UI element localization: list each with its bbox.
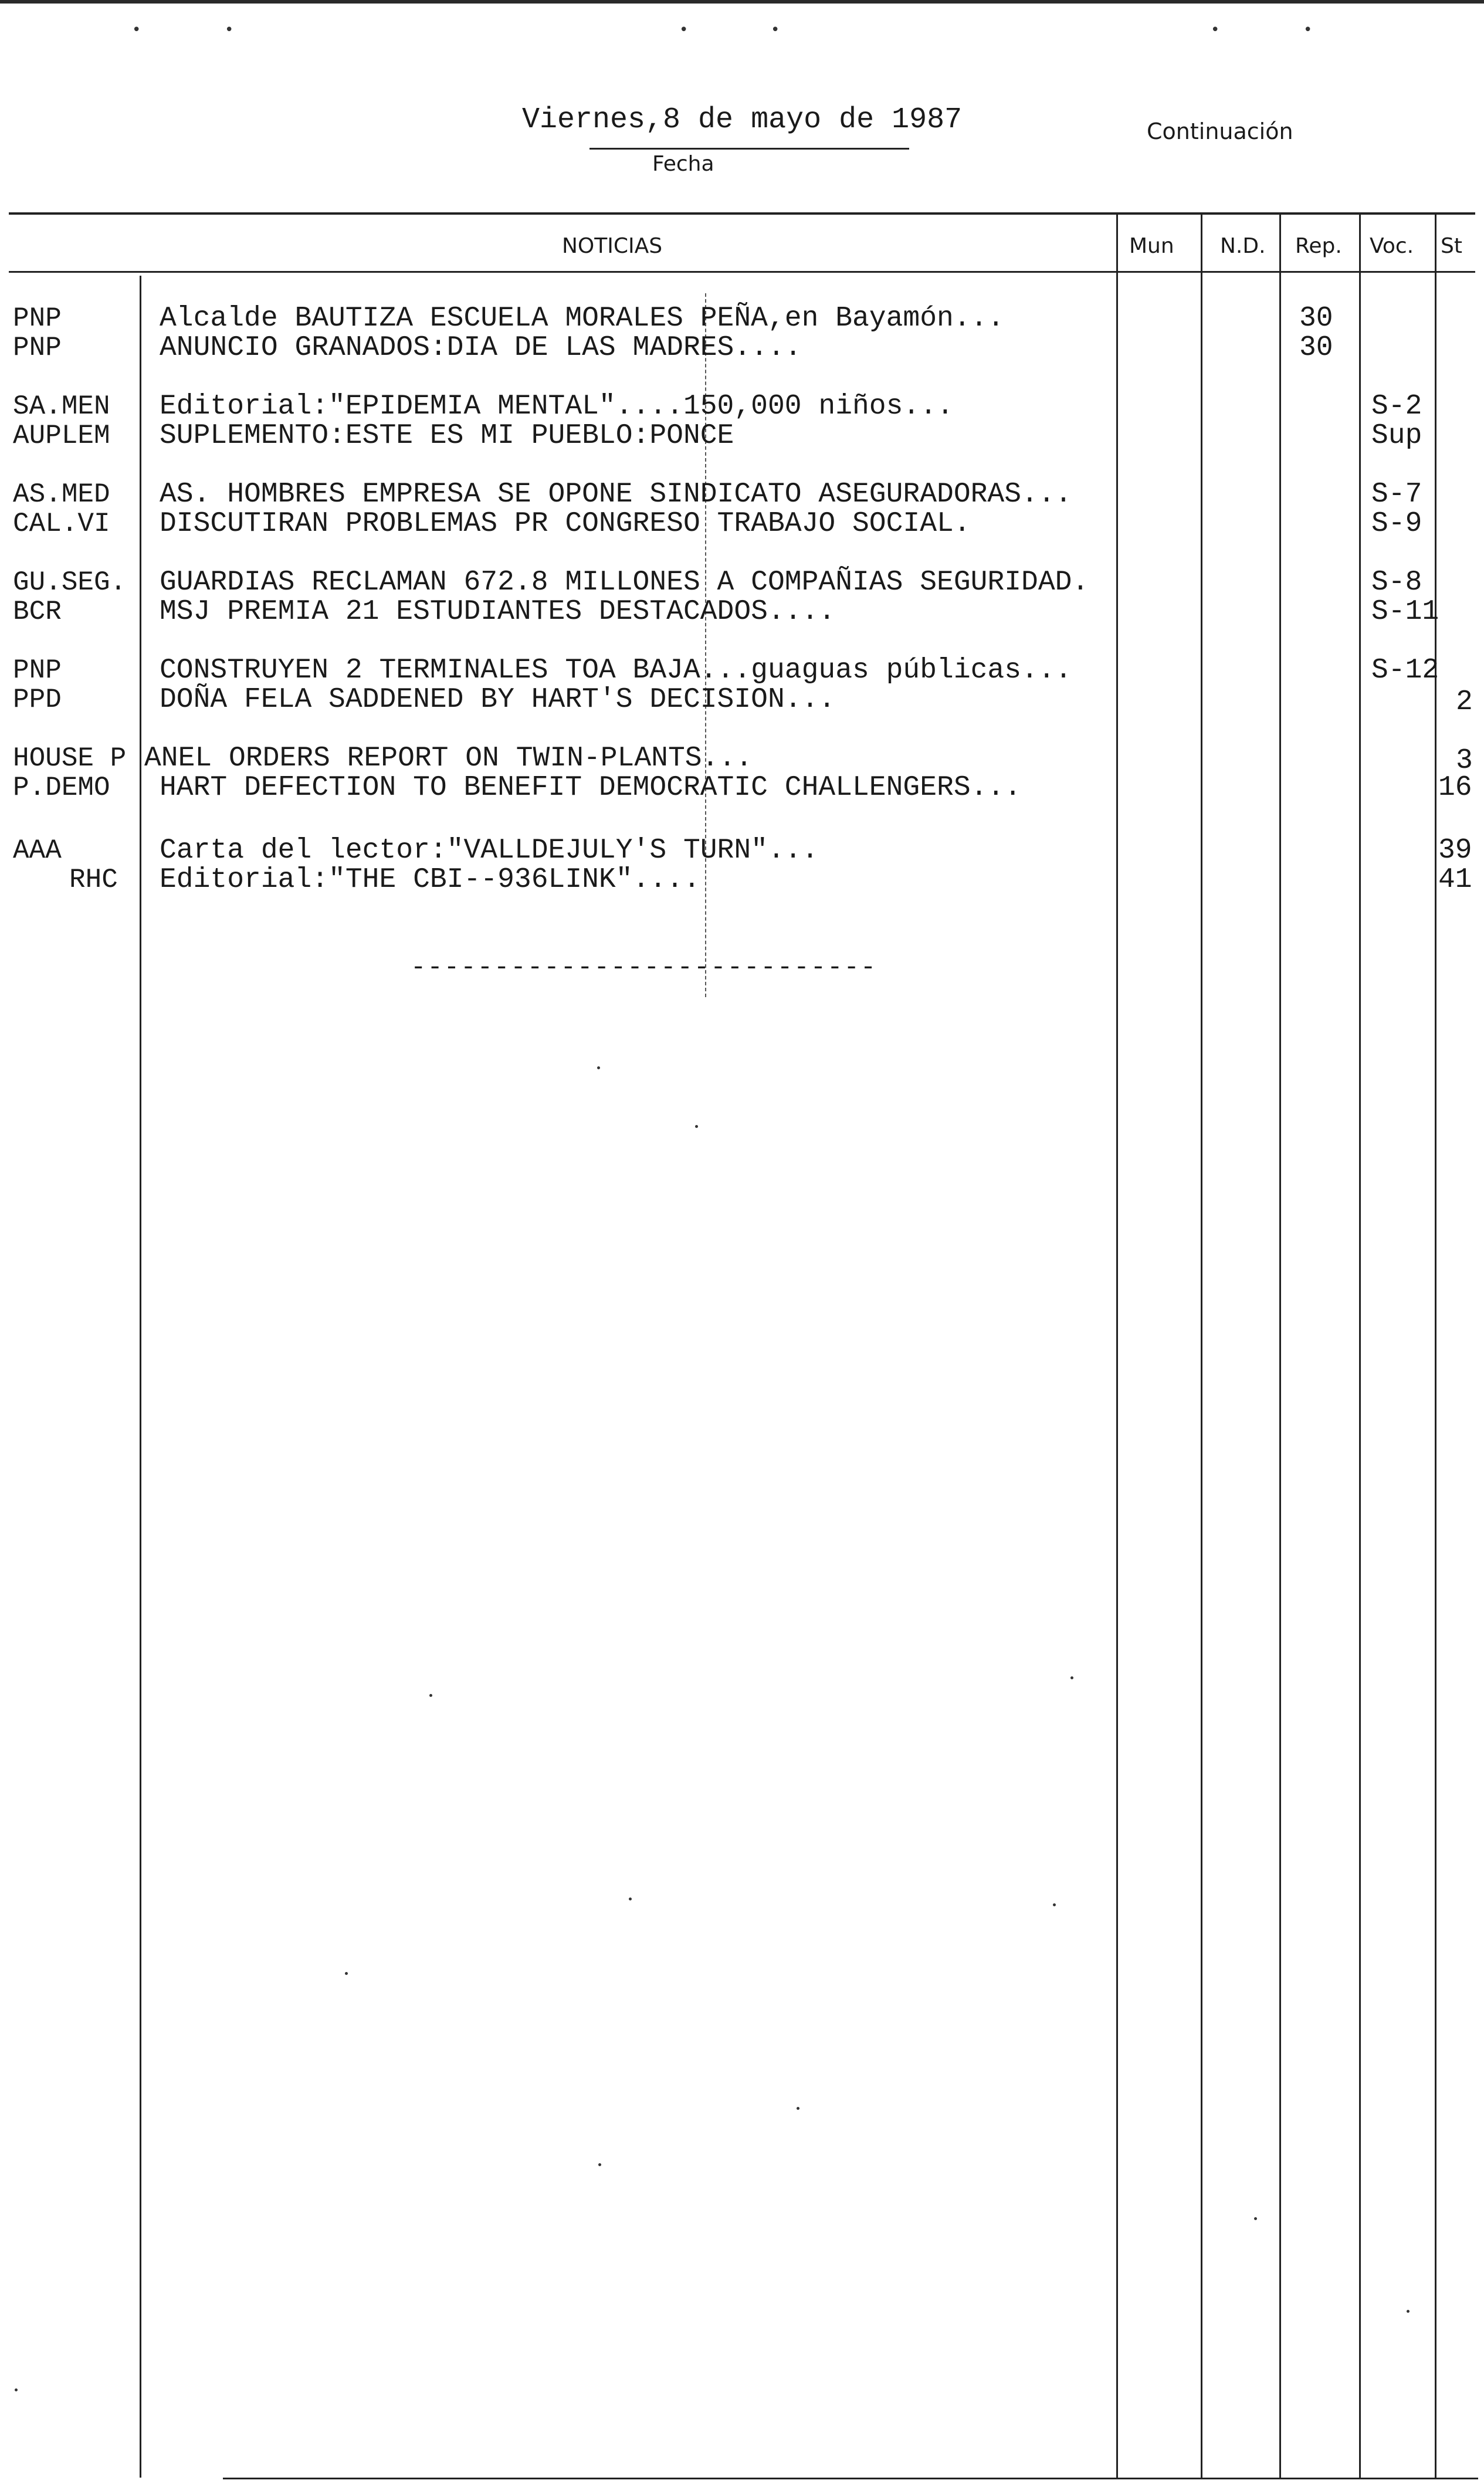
table-row-tag: AUPLEM: [13, 421, 110, 451]
table-row-headline: MSJ PREMIA 21 ESTUDIANTES DESTACADOS....: [160, 596, 836, 628]
table-row-tag: RHC: [69, 865, 118, 895]
column-rule-nd: [1201, 212, 1202, 2478]
table-row-rep: 30: [1299, 303, 1333, 334]
column-header-voc: Voc.: [1370, 234, 1414, 258]
table-row-headline: Editorial:"THE CBI--936LINK"....: [160, 864, 700, 896]
table-row-tag: PPD: [13, 685, 62, 715]
table-row-tag: HOUSE P: [13, 743, 127, 774]
column-header-nd: N.D.: [1220, 234, 1266, 258]
table-row-tag: BCR: [13, 597, 62, 627]
end-of-list-marker: ----------------------------: [411, 953, 877, 982]
table-row-headline: CONSTRUYEN 2 TERMINALES TOA BAJA...guaguas públicas...: [160, 655, 1072, 686]
date-underline: [589, 148, 909, 150]
table-row-voc: S-7: [1371, 479, 1422, 510]
table-row-tag: PNP: [13, 303, 62, 334]
table-row-st: 2: [1456, 686, 1473, 718]
scan-speck: [597, 1066, 600, 1069]
table-row-voc: S-12: [1371, 655, 1439, 686]
column-header-st: St: [1441, 234, 1462, 258]
header-bottom-rule: [9, 271, 1475, 273]
column-rule-st: [1435, 212, 1436, 2478]
column-rule-mun: [1116, 212, 1118, 2478]
scan-speck: [797, 2107, 799, 2110]
scan-speck: •: [132, 21, 141, 39]
scan-speck: •: [771, 21, 780, 39]
table-row-st: 41: [1438, 864, 1472, 896]
scan-speck: [695, 1125, 698, 1128]
column-header-noticias: NOTICIAS: [562, 234, 663, 258]
table-row-headline: ANUNCIO GRANADOS:DIA DE LAS MADRES....: [160, 332, 802, 364]
scan-speck: [1254, 2217, 1257, 2220]
table-row-voc: S-9: [1371, 508, 1422, 540]
scan-speck: [1070, 1676, 1073, 1679]
table-row-headline: ANEL ORDERS REPORT ON TWIN-PLANTS...: [144, 743, 753, 774]
date-value: Viernes,8 de mayo de 1987: [522, 103, 963, 137]
table-row-voc: S-11: [1371, 596, 1439, 628]
tag-column-rule: [140, 276, 141, 2478]
column-header-rep: Rep.: [1295, 234, 1342, 258]
table-row-rep: 30: [1299, 332, 1333, 364]
table-row-headline: Alcalde BAUTIZA ESCUELA MORALES PEÑA,en Bayamón...: [160, 303, 1005, 334]
scan-speck: [1407, 2310, 1410, 2313]
scan-speck: [598, 2163, 601, 2166]
table-row-tag: GU.SEG.: [13, 567, 127, 598]
table-row-headline: AS. HOMBRES EMPRESA SE OPONE SINDICATO ASEGURADORAS...: [160, 479, 1072, 510]
table-row-st: 39: [1438, 835, 1472, 866]
table-row-headline: SUPLEMENTO:ESTE ES MI PUEBLO:PONCE: [160, 420, 734, 452]
continuation-label: Continuación: [1147, 118, 1293, 144]
table-row-headline: GUARDIAS RECLAMAN 672.8 MILLONES A COMPAÑIAS SEGURIDAD.: [160, 567, 1089, 598]
scan-speck: •: [679, 21, 689, 39]
table-row-tag: P.DEMO: [13, 772, 110, 803]
date-label: Fecha: [652, 152, 714, 176]
scan-speck: •: [225, 21, 234, 39]
table-row-voc: S-2: [1371, 391, 1422, 422]
top-border: [0, 0, 1484, 4]
table-row-tag: AAA: [13, 835, 62, 866]
table-row-tag: AS.MED: [13, 479, 110, 510]
table-row-voc: S-8: [1371, 567, 1422, 598]
table-top-rule: [9, 212, 1475, 215]
table-row-headline: HART DEFECTION TO BENEFIT DEMOCRATIC CHALLENGERS...: [160, 772, 1022, 804]
scan-speck: •: [1211, 21, 1220, 39]
table-row-headline: DISCUTIRAN PROBLEMAS PR CONGRESO TRABAJO SOCIAL.: [160, 508, 971, 540]
column-rule-rep: [1279, 212, 1281, 2478]
table-row-headline: DOÑA FELA SADDENED BY HART'S DECISION...: [160, 684, 836, 716]
column-rule-voc: [1359, 212, 1361, 2478]
table-row-headline: Carta del lector:"VALLDEJULY'S TURN"...: [160, 835, 819, 866]
table-row-voc: Sup: [1371, 420, 1422, 452]
table-row-tag: PNP: [13, 333, 62, 363]
scan-speck: •: [1303, 21, 1313, 39]
table-row-tag: SA.MEN: [13, 391, 110, 422]
scan-speck: [1053, 1903, 1056, 1906]
table-row-tag: PNP: [13, 655, 62, 686]
scan-speck: [15, 2388, 18, 2391]
table-row-st: 3: [1456, 745, 1473, 777]
scan-speck: [345, 1972, 348, 1975]
table-row-st: 16: [1438, 772, 1472, 804]
column-header-mun: Mun: [1129, 234, 1174, 258]
table-row-tag: CAL.VI: [13, 509, 110, 539]
table-row-headline: Editorial:"EPIDEMIA MENTAL"....150,000 niños...: [160, 391, 954, 422]
scan-speck: [429, 1694, 432, 1697]
scan-speck: [629, 1898, 632, 1900]
table-bottom-rule: [223, 2478, 1478, 2479]
